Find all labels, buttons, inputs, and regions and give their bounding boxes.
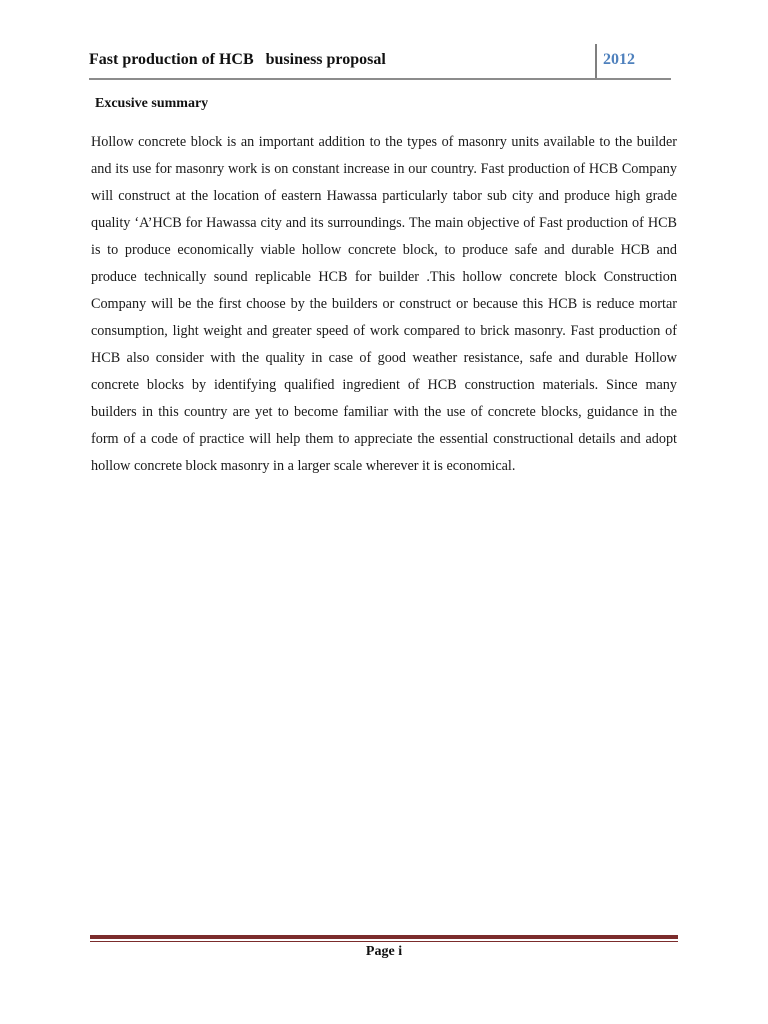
header-rule — [89, 78, 671, 80]
footer-rule — [90, 935, 678, 942]
page-header — [89, 44, 671, 78]
header-title: Fast production of HCB business proposal — [89, 51, 386, 68]
section-heading: Excusive summary — [95, 96, 209, 111]
footer-rule-thin — [90, 941, 678, 942]
header-divider — [595, 44, 597, 78]
summary-paragraph: Hollow concrete block is an important addition to the types of masonry units available to the builder and its use for masonry work is on constant increase in our country. Fast production of HCB Company will construct at the location of eastern Hawassa particularly tabor sub city and produce high grade quality ‘A’HCB for Hawassa city and its surroundings. The main objective of Fast production of HCB is to produce economically viable hollow concrete block, to produce safe and durable HCB and produce technically sound replicable HCB for builder .This hollow concrete block Construction Company will be the first choose by the builders or construct or because this HCB is reduce mortar consumption, light weight and greater speed of work compared to brick masonry. Fast production of HCB also consider with the quality in case of good weather resistance, safe and durable Hollow concrete blocks by identifying qualified ingredient of HCB construction materials. Since many builders in this country are yet to become familiar with the use of concrete blocks, guidance in the form of a code of practice will help them to appreciate the essential constructional details and adopt hollow concrete block masonry in a larger scale wherever it is economical. — [91, 134, 677, 474]
header-year: 2012 — [603, 51, 635, 68]
footer-rule-thick — [90, 935, 678, 939]
page-number: Page i — [365, 944, 403, 959]
